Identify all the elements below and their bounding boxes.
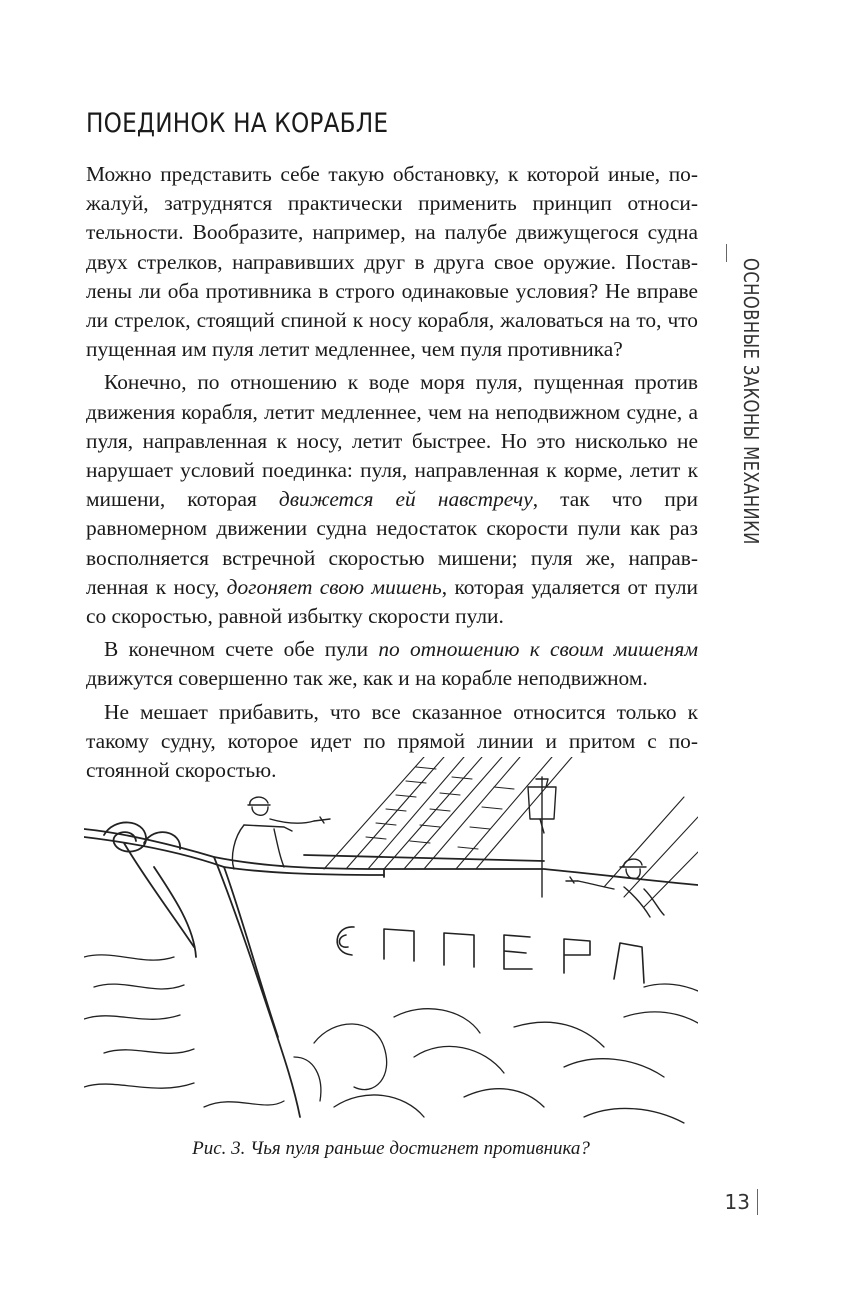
mast-lantern (528, 777, 556, 897)
emphasis: догоняет свою мишень (226, 574, 442, 599)
paragraph: Конечно, по отношению к воде моря пуля, пущенная против движения корабля, летит медленнее, чем на неподвижном судне, а пуля, направленная к носу, летит быстрее. Но это нисколько не нарушает условий поединка: пуля, направленная к корме, летит к мишени, которая движется ей навстречу, так что при равномерном движении судна недостаток скорости пули как раз восполняется встречной скоростью мишени; пуля же, направленная к носу, догоняет свою мишень, которая удаляется от пули со скоростью, равной избытку скорости пули. (86, 370, 699, 629)
running-head (741, 258, 765, 568)
section-heading: ПОЕДИНОК НА КОРАБЛЕ (86, 108, 389, 139)
left-sailor-figure (232, 797, 330, 869)
right-sailor-figure (566, 859, 664, 917)
body-text (86, 160, 698, 789)
figure-caption: Рис. 3. Чья пуля раньше достигнет противника? (192, 1138, 590, 1159)
paragraph: В конечном счете обе пули по отношению к своим мишеням движутся совершенно так же, как и на корабле неподвижном. (86, 637, 698, 691)
paragraph: Не мешает прибавить, что все сказанное относится только к такому судну, которое идет по прямой линии и притом с постоянной скоростью. (86, 699, 698, 783)
ship-duel-illustration (84, 757, 698, 1135)
paragraph: Можно представить себе такую обстановку, к которой иные, пожалуй, затруднятся практически применить принцип относительности. Вообразите, например, на палубе движущегося судна двух стрелков, направивших друг в друга свое оружие. Поставлены ли оба противника в строго одинаковые условия? Не вправе ли стрелок, стоящий спиной к носу корабля, жаловаться на то, что пущенная им пуля летит медленнее, чем пуля противника? (86, 162, 698, 362)
running-head-divider (726, 244, 727, 262)
emphasis: движется ей навстречу (278, 487, 533, 512)
running-head-text: ОСНОВНЫЕ ЗАКОНЫ МЕХАНИКИ (739, 258, 763, 545)
emphasis: по отношению к своим мишеням (378, 637, 698, 662)
ship-rigging (324, 757, 698, 907)
ship-hull (84, 822, 698, 1117)
page-number-divider (757, 1189, 758, 1215)
page-number: 13 (724, 1190, 750, 1214)
sea-waves (84, 955, 698, 1123)
ship-name-lettering (337, 927, 644, 983)
